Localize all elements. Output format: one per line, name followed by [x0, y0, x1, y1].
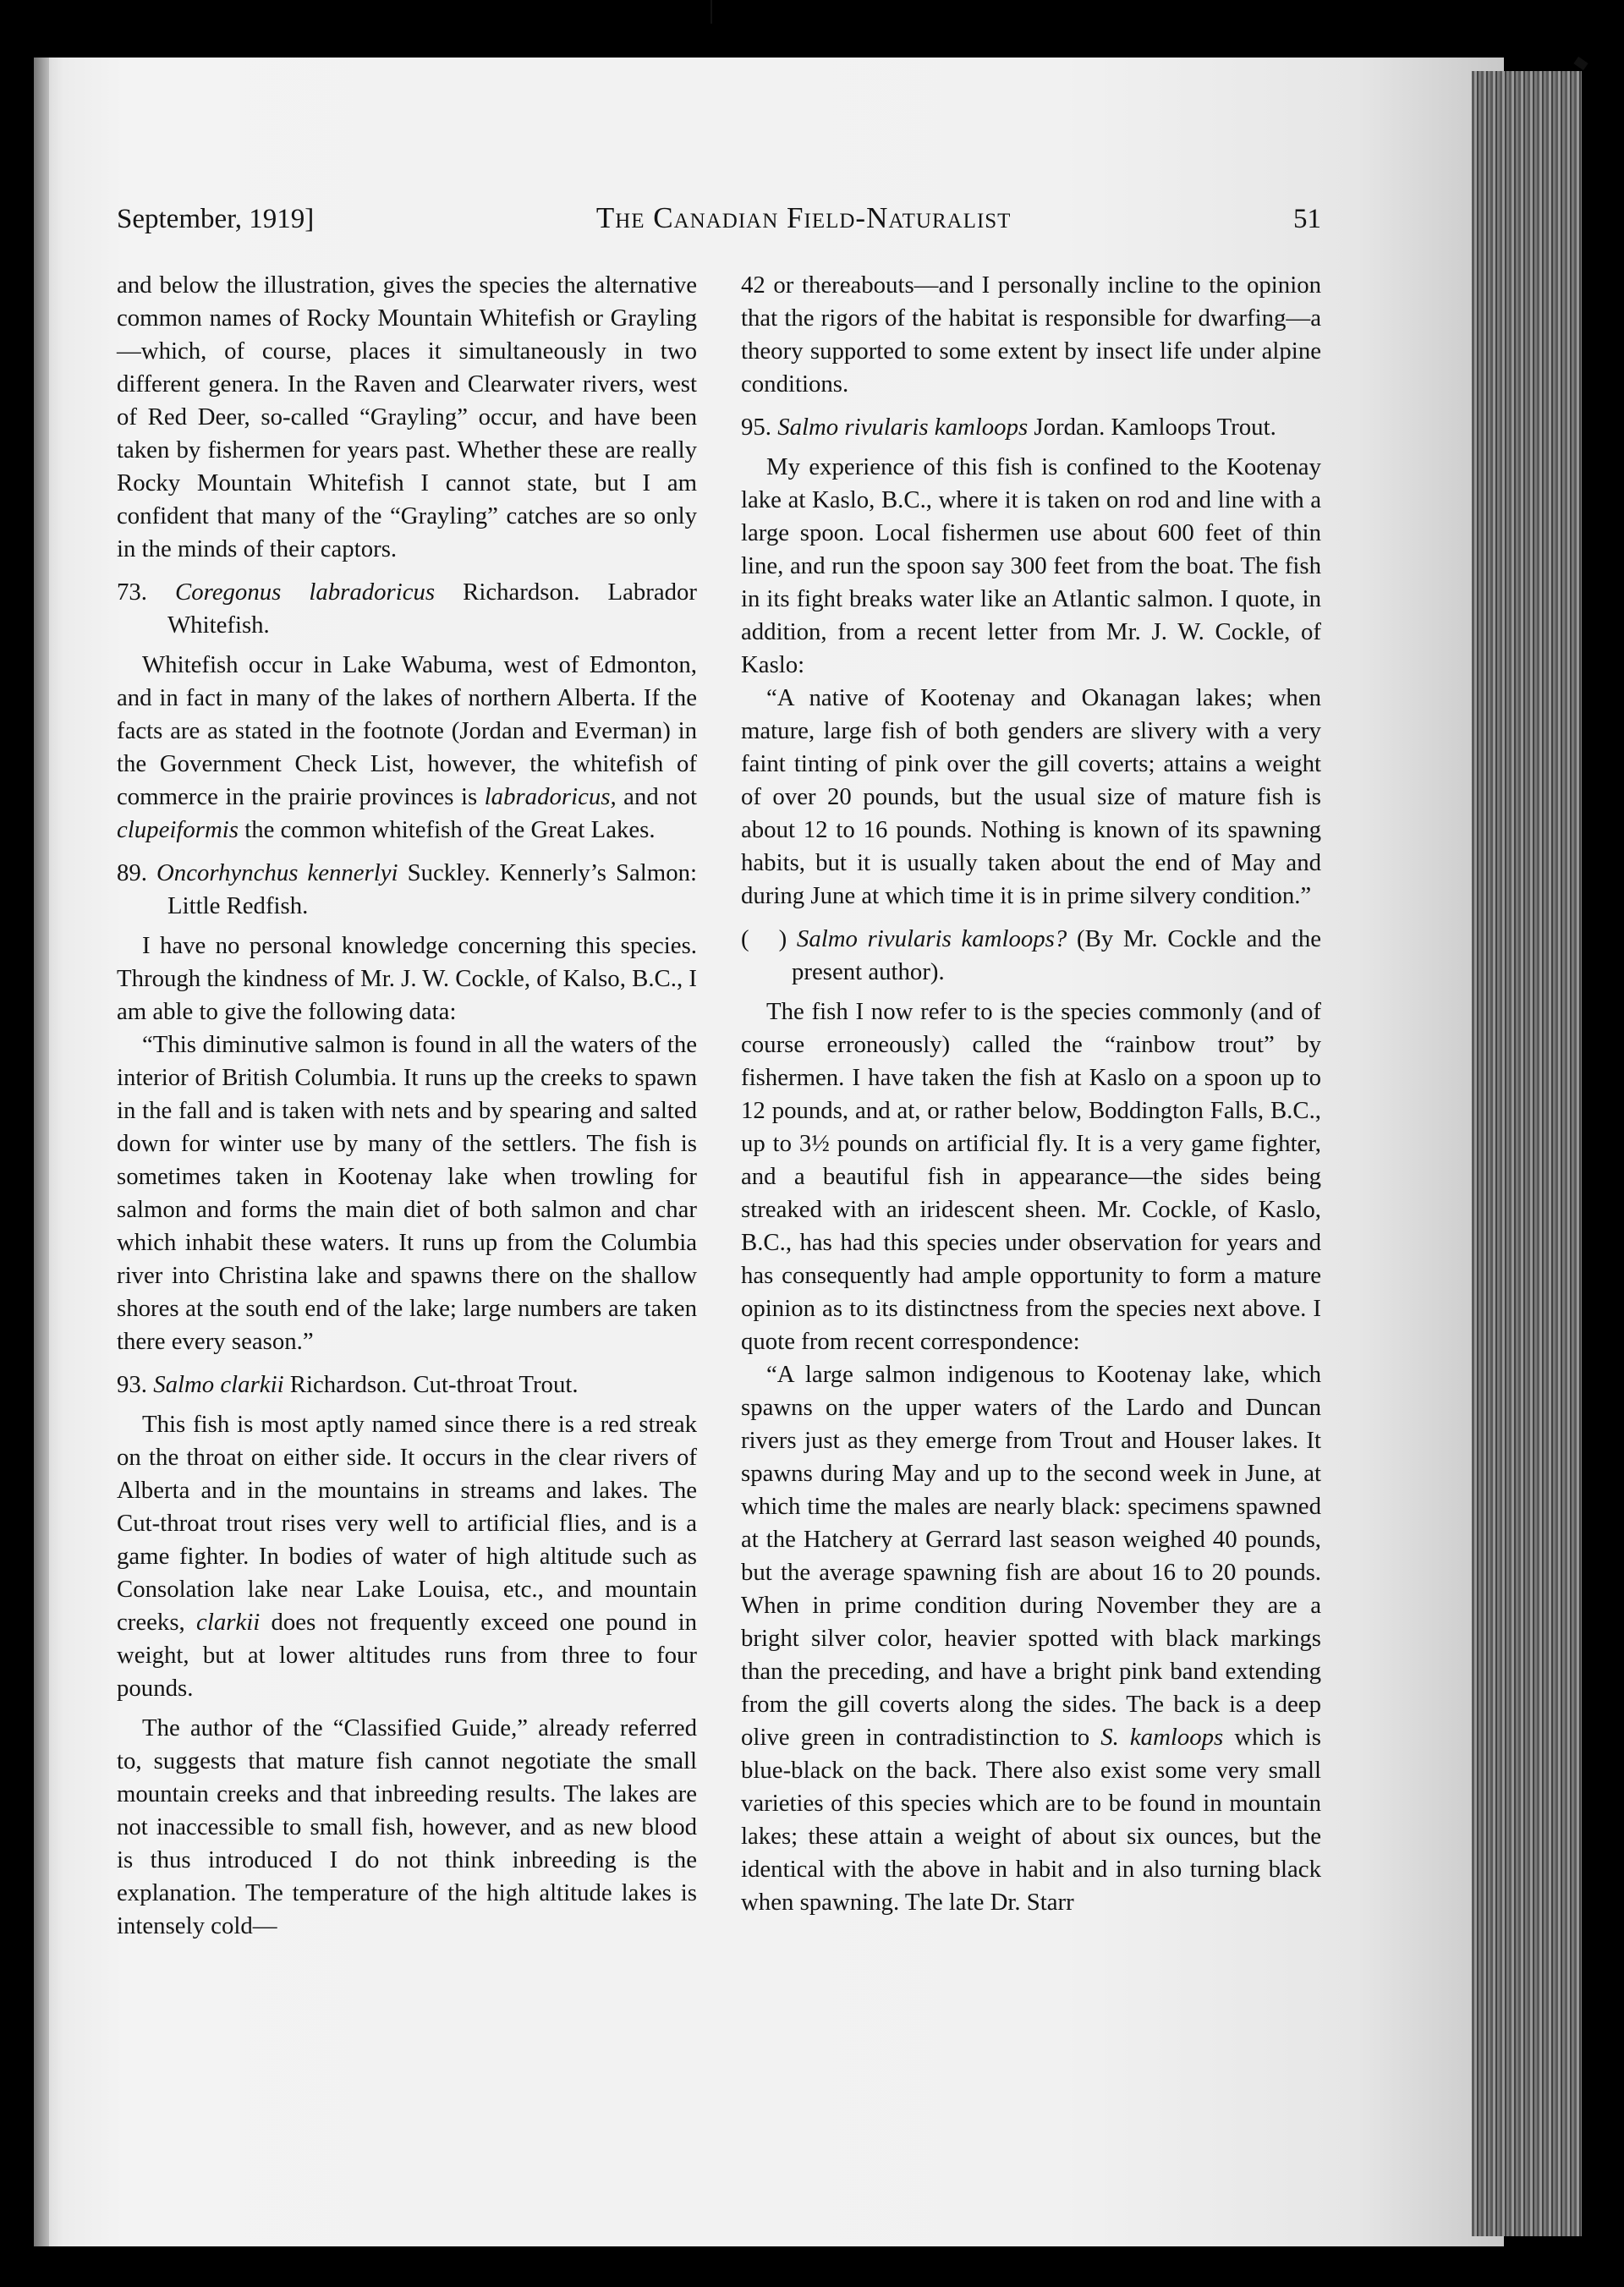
scientific-name: Salmo rivularis kamloops [777, 414, 1029, 441]
page-number: 51 [1293, 204, 1321, 234]
italic-term: clupeiformis [117, 816, 239, 843]
text-run: the common whitefish of the Great Lakes. [244, 816, 656, 843]
paragraph: My experience of this fish is confined to the Kootenay lake at Kaslo, B.C., where it is taken on rod and line with a large spoon. Local fishermen use about 600 feet of thin line, and run the spoon say 300 feet from the boat. The fish in its fight breaks water like an Atlantic salmon. I quote, in addition, from a recent letter from Mr. J. W. Cockle, of Kaslo: [741, 453, 1321, 678]
entry-common-name: (By Mr. Cockle and the present author). [792, 925, 1322, 985]
paragraph: and below the illustration, gives the species the alternative common names of Rocky Mountain Whitefish or Grayling—which, of course, places it simultaneously in two different genera. In the Raven and Clearwater rivers, west of Red Deer, so-called “Grayling” occur, and have been taken by fishermen for years past. Whether these are really Rocky Mountain Whitefish I cannot state, but I am confident that many of the “Grayling” catches are so only in the minds of their captors. [117, 271, 697, 562]
text-run: and not [623, 783, 698, 810]
scan-speck [710, 0, 712, 24]
text-run: “A large salmon indigenous to Kootenay lake, which spawns on the upper waters of the Lardo and Duncan rivers just as they emerge from Trout and Houser lakes. It spawns during May and up to the second week in June, at which time the males are nearly black: specimens spawned at the Hatchery at Gerrard last season weighed 40 pounds, but the average spawning fish are about 16 to 20 pounds. When in prime condition during November they are a bright silver color, heavier spotted with black markings than the preceding, and have a bright pink band extending from the gill coverts along the sides. The back is a deep olive green in contradistinction to [741, 1361, 1321, 1751]
text-run: which is blue-black on the back. There also exist some very small varieties of this species which are to be found in mountain lakes; these attain a weight of about six ounces, but the identical with the above in habit and in also turning black when spawning. The late Dr. Starr [741, 1724, 1321, 1916]
scientific-name: Salmo clarkii [153, 1371, 284, 1398]
entry-common-name: Richardson. Cut-throat Trout. [289, 1371, 579, 1398]
paragraph: 42 or thereabouts—and I personally incline to the opinion that the rigors of the habitat is responsible for dwarfing—a theory supported to some extent by insect life under alpine conditions. [741, 271, 1321, 398]
stacked-page-edges [1472, 71, 1582, 2236]
entry-common-name: Richardson. Labrador Whitefish. [167, 579, 698, 639]
page-gutter-shadow [34, 58, 49, 2246]
running-header [117, 201, 1321, 236]
entry-common-name: Suckley. Kennerly’s Salmon: Little Redfish. [167, 859, 697, 919]
scientific-name: Salmo rivularis kamloops? [796, 925, 1067, 952]
quoted-paragraph [741, 1358, 1321, 1919]
entry-number: ( ) [741, 925, 787, 952]
right-column [741, 269, 1321, 1919]
species-entry-93 [117, 1368, 697, 1401]
scientific-name: Coregonus labradoricus [175, 579, 436, 606]
quoted-paragraph: “A native of Kootenay and Okanagan lakes; when mature, large fish of both genders are slivery with a very faint tinting of pink over the gill coverts; attains a weight of over 20 pounds, but the usual size of mature fish is about 12 to 16 pounds. Nothing is known of its spawning habits, but it is usually taken about the end of May and during June at which time it is in prime silvery condition.” [741, 684, 1321, 909]
entry-number: 95. [741, 414, 771, 441]
header-date: September, 1919] [117, 204, 315, 234]
paragraph: The fish I now refer to is the species commonly (and of course erroneously) called the “rainbow trout” by fishermen. I have taken the fish at Kaslo on a spoon up to 12 pounds, and at, or rather below, Boddington Falls, B.C., up to 3½ pounds on artificial fly. It is a very game fighter, and a beautiful fish in appearance—the sides being streaked with an iridescent sheen. Mr. Cockle, of Kaslo, B.C., has had this species under observation for years and has consequently had ample opportunity to form a mature opinion as to its distinctness from the species next above. I quote from recent correspondence: [741, 998, 1321, 1355]
entry-number: 93. [117, 1371, 147, 1398]
species-entry-unnumbered [741, 923, 1321, 989]
species-entry-89 [117, 857, 697, 923]
paragraph [117, 649, 697, 847]
text-run: This fish is most aptly named since there is a red streak on the throat on either side. It occurs in the clear rivers of Alberta and in the mountains in streams and lakes. The Cut-throat trout rises very well to artificial flies, and is a game fighter. In bodies of water of high altitude such as Consolation lake near Lake Louisa, etc., and mountain creeks, [117, 1411, 697, 1636]
left-column [117, 269, 697, 1943]
italic-term: S. kamloops [1100, 1724, 1224, 1751]
entry-common-name: Jordan. Kamloops Trout. [1034, 414, 1276, 441]
scientific-name: Oncorhynchus kennerlyi [156, 859, 398, 886]
entry-number: 73. [117, 579, 147, 606]
paragraph: I have no personal knowledge concerning this species. Through the kindness of Mr. J. W. Cockle, of Kalso, B.C., I am able to give the following data: [117, 932, 697, 1025]
text-run: does not frequently exceed one pound in weight, but at lower altitudes runs from three to four pounds. [117, 1609, 697, 1702]
species-entry-95 [741, 411, 1321, 444]
paragraph: The author of the “Classified Guide,” already referred to, suggests that mature fish cannot negotiate the small mountain creeks and that inbreeding results. The lakes are not inaccessible to small fish, however, and as new blood is thus introduced I do not think inbreeding is the explanation. The temperature of the high altitude lakes is intensely cold— [117, 1714, 697, 1939]
entry-number: 89. [117, 859, 147, 886]
italic-term: labradoricus, [484, 783, 617, 810]
paragraph [117, 1408, 697, 1705]
species-entry-73 [117, 576, 697, 642]
text-run: Whitefish occur in Lake Wabuma, west of Edmonton, and in fact in many of the lakes of northern Alberta. If the facts are as stated in the footnote (Jordan and Everman) in the Government Check List, however, the whitefish of commerce in the prairie provinces is [117, 651, 697, 810]
quoted-paragraph: “This diminutive salmon is found in all the waters of the interior of British Columbia. It runs up the creeks to spawn in the fall and is taken with nets and by spearing and salted down for winter use by many of the settlers. The fish is sometimes taken in Kootenay lake when trowling for salmon and forms the main diet of both salmon and char which inhabit these waters. It runs up from the Columbia river into Christina lake and spawns there on the shallow shores at the south end of the lake; large numbers are taken there every season.” [117, 1031, 697, 1355]
scan-speck [1573, 57, 1588, 70]
italic-term: clarkii [196, 1609, 261, 1636]
journal-title: The Canadian Field-Naturalist [595, 201, 1012, 234]
